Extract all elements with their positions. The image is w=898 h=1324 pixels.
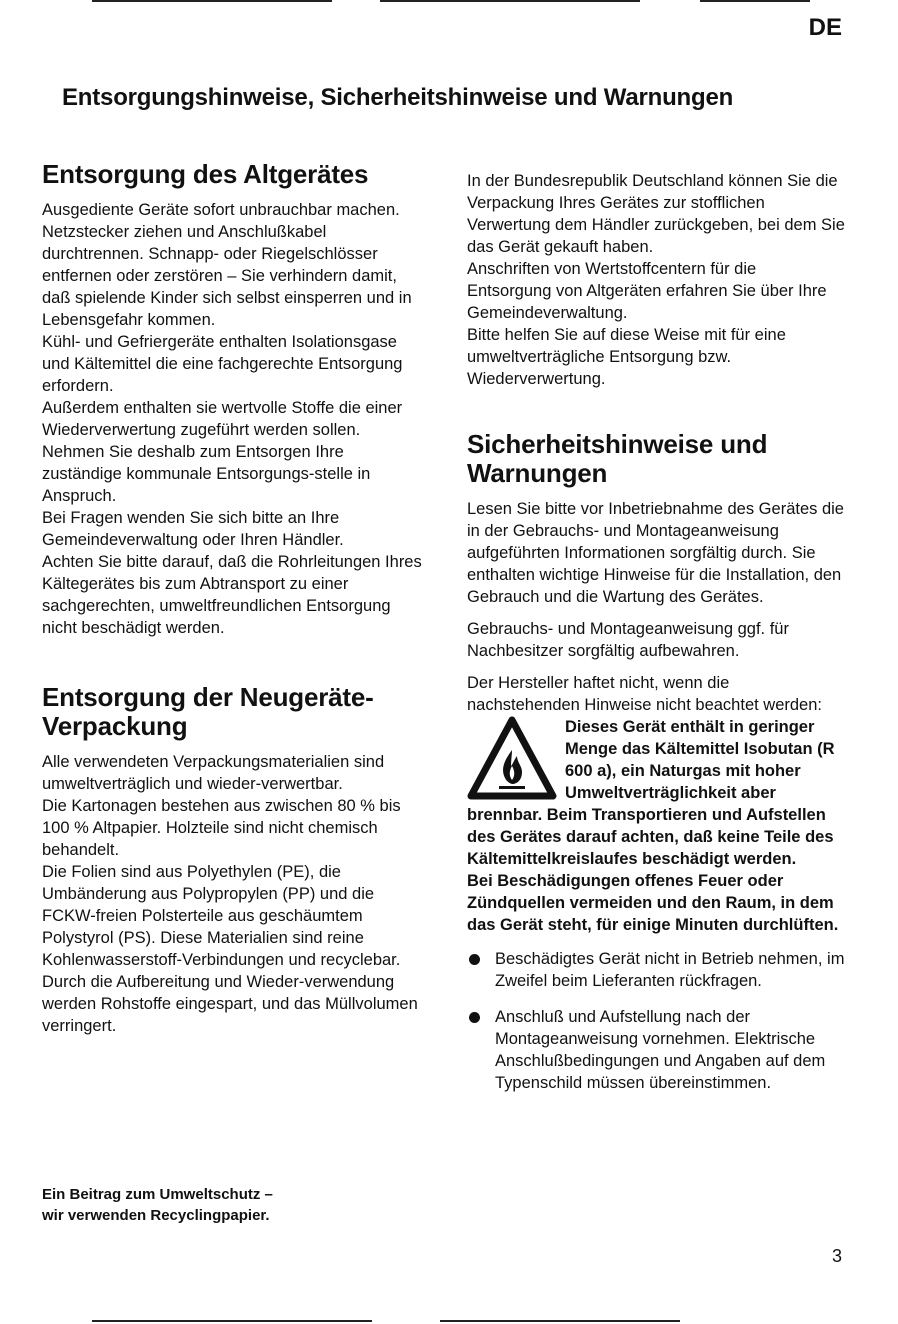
page-title: Entsorgungshinweise, Sicherheitshinweise und Warnungen (62, 84, 734, 111)
page-number: 3 (831, 1246, 842, 1266)
recycling-note-line: Ein Beitrag zum Umweltschutz – (42, 1186, 273, 1203)
recycling-note (42, 1184, 273, 1226)
recycling-note-line: wir verwenden Recyclingpapier. (42, 1207, 270, 1224)
language-code: DE (808, 14, 842, 41)
paragraph: Lesen Sie bitte vor Inbetriebnahme des Gerätes die in der Gebrauchs- und Montageanweisung aufgeführten Informationen sorgfältig durch. Sie enthalten wichtige Hinweise für die Installation, den Gebrauch und die Wartung des Gerätes. (467, 500, 844, 606)
section-heading-disposal-old: Entsorgung des Altgerätes (42, 159, 369, 189)
paragraph: Kühl- und Gefriergeräte enthalten Isolationsgase und Kältemittel die eine fachgerechte Entsorgung erfordern. (42, 333, 403, 395)
paragraph: Bitte helfen Sie auf diese Weise mit für eine umweltverträgliche Entsorgung bzw. Wiederverwertung. (467, 326, 786, 388)
paragraph: Achten Sie bitte darauf, daß die Rohrleitungen Ihres Kältegerätes bis zum Abtransport zu einer sachgerechten, umweltfreundlichen Entsorgung nicht beschädigt werden. (42, 553, 422, 637)
top-rule-1 (92, 0, 332, 2)
paragraph: Gebrauchs- und Montageanweisung ggf. für Nachbesitzer sorgfältig aufbewahren. (467, 620, 789, 660)
list-item-text: Beschädigtes Gerät nicht in Betrieb nehmen, im Zweifel beim Lieferanten rückfragen. (495, 950, 845, 990)
bottom-rule-1 (92, 1320, 372, 1322)
paragraph: Anschriften von Wertstoffcentern für die Entsorgung von Altgeräten erfahren Sie über Ihre Gemeindeverwaltung. (467, 260, 827, 322)
section-heading-disposal-packaging: Entsorgung der Neugeräte-Verpackung (42, 682, 374, 741)
warning-text: Bei Beschädigungen offenes Feuer oder Zündquellen vermeiden und den Raum, in dem das Gerät steht, für einige Minuten durchlüften. (467, 872, 839, 934)
paragraph: Die Kartonagen bestehen aus zwischen 80 % bis 100 % Altpapier. Holzteile sind nicht chemisch behandelt. (42, 797, 401, 859)
bullet-icon (469, 954, 480, 965)
bottom-rule-2 (440, 1320, 680, 1322)
paragraph: Durch die Aufbereitung und Wieder-verwendung werden Rohstoffe eingespart, und das Müllvolumen verringert. (42, 973, 418, 1035)
paragraph: Ausgediente Geräte sofort unbrauchbar machen. Netzstecker ziehen und Anschlußkabel durchtrennen. Schnapp- oder Riegelschlösser entfernen oder zerstören – Sie verhindern damit, daß spielende Kinder sich selbst einsperren und in Lebensgefahr kommen. (42, 201, 412, 329)
warning-text: Dieses Gerät enthält in geringer Menge das Kältemittel Isobutan (R 600 a), ein Naturgas mit hoher Umweltverträglichkeit aber brennbar. Beim Transportieren und Aufstellen des Gerätes darauf achten, daß keine Teile des Kältemittelkreislaufes beschädigt werden. (467, 718, 835, 868)
safety-list (467, 948, 845, 1094)
left-column (42, 160, 422, 1037)
bullet-icon (469, 1012, 480, 1023)
list-item-text: Anschluß und Aufstellung nach der Montageanweisung vornehmen. Elektrische Anschlußbedingungen und Angaben auf dem Typenschild müssen übereinstimmen. (495, 1008, 826, 1092)
paragraph: Die Folien sind aus Polyethylen (PE), die Umbänderung aus Polypropylen (PP) und die FCKW-freien Polsterteile aus geschäumtem Polystyrol (PS). Diese Materialien sind reine Kohlenwasserstoff-Verbindungen und recyclebar. (42, 863, 401, 969)
flammable-warning-icon (467, 716, 557, 802)
paragraph: Alle verwendeten Verpackungsmaterialien sind umweltverträglich und wieder-verwertbar. (42, 753, 385, 793)
paragraph: Bei Fragen wenden Sie sich bitte an Ihre Gemeindeverwaltung oder Ihren Händler. (42, 509, 344, 549)
section-heading-safety: Sicherheitshinweise und Warnungen (467, 429, 768, 488)
right-column (467, 170, 845, 1108)
paragraph: Außerdem enthalten sie wertvolle Stoffe die einer Wiederverwertung zugeführt werden sollen. Nehmen Sie deshalb zum Entsorgen Ihre zuständige kommunale Entsorgungs-stelle in Anspruch. (42, 399, 403, 505)
top-rule-2 (380, 0, 640, 2)
paragraph: In der Bundesrepublik Deutschland können Sie die Verpackung Ihres Gerätes zur stofflichen Verwertung dem Händler zurückgeben, bei dem Sie das Gerät gekauft haben. (467, 172, 845, 256)
warning-block (467, 716, 845, 936)
paragraph: Der Hersteller haftet nicht, wenn die nachstehenden Hinweise nicht beachtet werden: (467, 674, 822, 714)
list-item (467, 1006, 845, 1094)
top-rule-3 (700, 0, 810, 2)
list-item (467, 948, 845, 992)
